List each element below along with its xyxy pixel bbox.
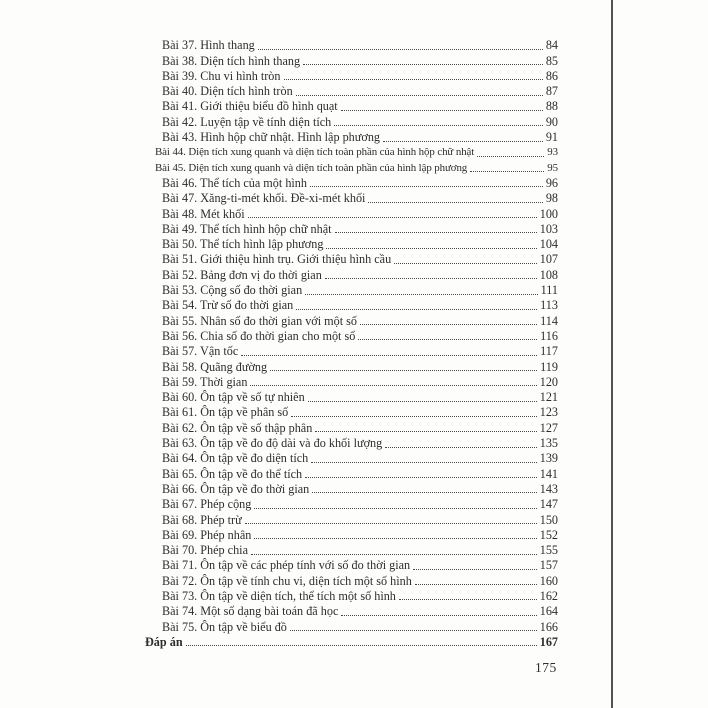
dot-leader: [312, 492, 536, 493]
dot-leader: [394, 263, 537, 264]
toc-entry-page: 147: [539, 497, 558, 512]
toc-entry-label: Bài 46. Thể tích của một hình: [162, 175, 307, 190]
toc-entry: [145, 450, 558, 465]
toc-entry-label: Bài 71. Ôn tập về các phép tính với số đo thời gian: [162, 558, 411, 573]
page-number: 175: [535, 660, 557, 675]
dot-leader: [270, 370, 537, 371]
toc-entry-label: Bài 40. Diện tích hình tròn: [162, 84, 293, 99]
toc-entry-label: Bài 68. Phép trừ: [162, 512, 242, 527]
dot-leader: [326, 248, 536, 249]
toc-entry-label: Bài 72. Ôn tập về tính chu vi, diện tích một số hình: [162, 573, 412, 588]
toc-entry-label: Bài 65. Ôn tập về đo thể tích: [162, 466, 303, 481]
dot-leader: [296, 309, 537, 310]
toc-entry: [145, 37, 558, 52]
dot-leader: [305, 477, 537, 478]
toc-entry: [145, 618, 558, 633]
dot-leader: [258, 49, 543, 50]
toc-entry-page: 141: [539, 466, 558, 481]
toc-entry: [145, 588, 558, 603]
dot-leader: [245, 523, 537, 524]
toc-entry-label: Bài 62. Ôn tập về số thập phân: [162, 420, 313, 435]
dot-leader: [413, 569, 537, 570]
toc-entry-page: 113: [540, 298, 558, 313]
toc-entry-page: 123: [539, 405, 558, 420]
toc-entry-label: Bài 63. Ôn tập về đo độ dài và đo khối lượng: [162, 436, 383, 451]
toc-entry-label: Bài 59. Thời gian: [162, 374, 248, 389]
dot-leader: [241, 355, 537, 356]
toc-entry-page: 88: [545, 99, 558, 114]
toc-entry: [145, 389, 558, 404]
dot-leader: [341, 615, 536, 616]
toc-entry-label: Bài 58. Quãng đường: [162, 359, 268, 374]
dot-leader: [325, 278, 537, 279]
toc-entry-label: Bài 45. Diện tích xung quanh và diện tích toàn phần của hình lập phương: [155, 161, 468, 174]
toc-entry-page: 104: [539, 237, 558, 252]
toc-entry-label: Bài 44. Diện tích xung quanh và diện tích toàn phần của hình hộp chữ nhật: [155, 146, 475, 159]
toc-entry: [145, 251, 558, 266]
toc-entry-label: Bài 50. Thể tích hình lập phương: [162, 237, 324, 252]
dot-leader: [368, 202, 542, 203]
toc-entry-page: 164: [539, 604, 558, 619]
toc-entry-label: Bài 64. Ôn tập về đo diện tích: [162, 451, 309, 466]
toc-entry-label: Bài 51. Giới thiệu hình trụ. Giới thiệu hình cầu: [162, 252, 392, 267]
dot-leader: [308, 401, 537, 402]
toc-entry-page: 150: [539, 512, 558, 527]
toc-entry-page: 93: [547, 146, 558, 159]
toc-entry: [145, 68, 558, 83]
toc-entry-label: Bài 69. Phép nhân: [162, 527, 252, 542]
toc-entry-page: 152: [539, 527, 558, 542]
toc-entry: [145, 603, 558, 618]
toc-entry-label: Bài 55. Nhân số đo thời gian với một số: [162, 313, 358, 328]
toc-entry-label: Bài 70. Phép chia: [162, 543, 248, 558]
toc-entry: [145, 129, 558, 144]
toc-entry-label: Bài 73. Ôn tập về diện tích, thể tích một số hình: [162, 588, 396, 603]
toc-entry-label: Bài 42. Luyện tập về tính diện tích: [162, 114, 332, 129]
toc-entry: [145, 465, 558, 480]
toc-entry-page: 155: [539, 543, 558, 558]
toc-entry-label: Bài 54. Trừ số đo thời gian: [162, 298, 294, 313]
toc-entry: [145, 572, 558, 587]
toc-entry-label: Bài 49. Thể tích hình hộp chữ nhật: [162, 221, 332, 236]
toc-entry-page: 84: [545, 38, 558, 53]
toc-entry-page: 121: [539, 390, 558, 405]
toc-entry-label: Bài 67. Phép cộng: [162, 497, 252, 512]
toc-entry: [145, 419, 558, 434]
toc-entry-page: 120: [539, 374, 558, 389]
dot-leader: [477, 156, 544, 157]
dot-leader: [303, 64, 543, 65]
toc-entry-label: Bài 39. Chu vi hình tròn: [162, 68, 281, 83]
toc-entry-page: 160: [539, 573, 558, 588]
toc-entry-label: Bài 60. Ôn tập về số tự nhiên: [162, 390, 305, 405]
toc-entry-page: 157: [539, 558, 558, 573]
toc-entry-label: Bài 61. Ôn tập về phân số: [162, 405, 289, 420]
toc-entry-label: Bài 53. Cộng số đo thời gian: [162, 283, 303, 298]
dot-leader: [305, 294, 537, 295]
toc-entry-page: 95: [547, 161, 558, 174]
toc-entry-label: Bài 57. Vận tốc: [162, 344, 239, 359]
dot-leader: [358, 339, 537, 340]
toc-entry-page: 103: [539, 221, 558, 236]
toc-entry: [145, 511, 558, 526]
dot-leader: [250, 385, 536, 386]
toc-entry-page: 96: [545, 175, 558, 190]
toc-entry-page: 127: [539, 420, 558, 435]
toc-entry: [145, 358, 558, 373]
dot-leader: [470, 171, 544, 172]
dot-leader: [335, 232, 537, 233]
toc-entry-page: 108: [539, 267, 558, 282]
toc-entry: [145, 496, 558, 511]
toc-entry-page: 166: [539, 619, 558, 634]
toc-entry-page: 143: [539, 481, 558, 496]
dot-leader: [334, 125, 543, 126]
toc-entry-page: 114: [540, 313, 558, 328]
dot-leader: [383, 141, 543, 142]
toc-entry-page: 111: [540, 283, 558, 298]
dot-leader: [311, 462, 536, 463]
toc-entry: [145, 328, 558, 343]
toc-entry-label: Bài 75. Ôn tập về biểu đồ: [162, 619, 287, 634]
toc-entry: [145, 481, 558, 496]
toc-entry: [145, 282, 558, 297]
toc-entry: [145, 205, 558, 220]
dot-leader: [186, 645, 537, 646]
dot-leader: [290, 630, 537, 631]
toc-entry: [145, 404, 558, 419]
toc-entry-page: 91: [545, 130, 558, 145]
toc-entry: [145, 98, 558, 113]
page-edge-line: [611, 0, 613, 708]
toc-entry-label: Bài 41. Giới thiệu biểu đồ hình quạt: [162, 99, 338, 114]
toc-entry: [145, 83, 558, 98]
toc-entry-label: Đáp án: [145, 634, 183, 649]
dot-leader: [254, 508, 536, 509]
toc-entry-page: 100: [539, 206, 558, 221]
dot-leader: [360, 324, 537, 325]
toc-entry: [145, 542, 558, 557]
toc-entry-page: 116: [540, 328, 558, 343]
toc-entry: [145, 297, 558, 312]
toc-entry-page: 90: [545, 114, 558, 129]
toc-entry: [145, 557, 558, 572]
dot-leader: [296, 95, 543, 96]
toc-entry: [145, 159, 558, 174]
dot-leader: [415, 584, 537, 585]
toc-entry: [145, 312, 558, 327]
toc-entry-page: 162: [539, 588, 558, 603]
toc-entry: [145, 190, 558, 205]
toc-entry-label: Bài 66. Ôn tập về đo thời gian: [162, 481, 310, 496]
dot-leader: [385, 447, 537, 448]
toc-entry: [145, 527, 558, 542]
dot-leader: [310, 186, 543, 187]
toc-entry-label: Bài 37. Hình thang: [162, 38, 255, 53]
toc-entry: [145, 435, 558, 450]
dot-leader: [399, 599, 537, 600]
toc-entry: [145, 634, 558, 649]
toc-entry-page: 86: [545, 68, 558, 83]
toc-entry: [145, 175, 558, 190]
toc-entry: [145, 221, 558, 236]
toc-entry: [145, 144, 558, 159]
toc-entry-page: 139: [539, 451, 558, 466]
toc-list: [145, 37, 558, 649]
toc-entry-page: 135: [539, 436, 558, 451]
toc-entry-page: 167: [539, 634, 558, 649]
dot-leader: [254, 538, 536, 539]
toc-entry-page: 98: [545, 191, 558, 206]
toc-entry-label: Bài 74. Một số dạng bài toán đã học: [162, 604, 339, 619]
toc-entry-label: Bài 48. Mét khối: [162, 206, 245, 221]
toc-entry: [145, 266, 558, 281]
toc-entry-label: Bài 52. Bảng đơn vị đo thời gian: [162, 267, 322, 282]
toc-entry-label: Bài 56. Chia số đo thời gian cho một số: [162, 328, 356, 343]
toc-entry-page: 119: [540, 359, 558, 374]
dot-leader: [291, 416, 536, 417]
dot-leader: [341, 110, 543, 111]
toc-entry: [145, 343, 558, 358]
toc-entry: [145, 374, 558, 389]
dot-leader: [251, 554, 537, 555]
toc-entry-page: 117: [540, 344, 558, 359]
toc-entry-label: Bài 47. Xăng-ti-mét khối. Đề-xi-mét khối: [162, 191, 366, 206]
toc-entry-page: 85: [545, 53, 558, 68]
toc-entry-page: 107: [539, 252, 558, 267]
toc-entry-page: 87: [545, 84, 558, 99]
toc-entry-label: Bài 43. Hình hộp chữ nhật. Hình lập phương: [162, 130, 381, 145]
toc-entry: [145, 113, 558, 128]
dot-leader: [284, 79, 543, 80]
toc-entry: [145, 52, 558, 67]
dot-leader: [315, 431, 536, 432]
dot-leader: [248, 217, 537, 218]
toc-entry-label: Bài 38. Diện tích hình thang: [162, 53, 301, 68]
toc-entry: [145, 236, 558, 251]
